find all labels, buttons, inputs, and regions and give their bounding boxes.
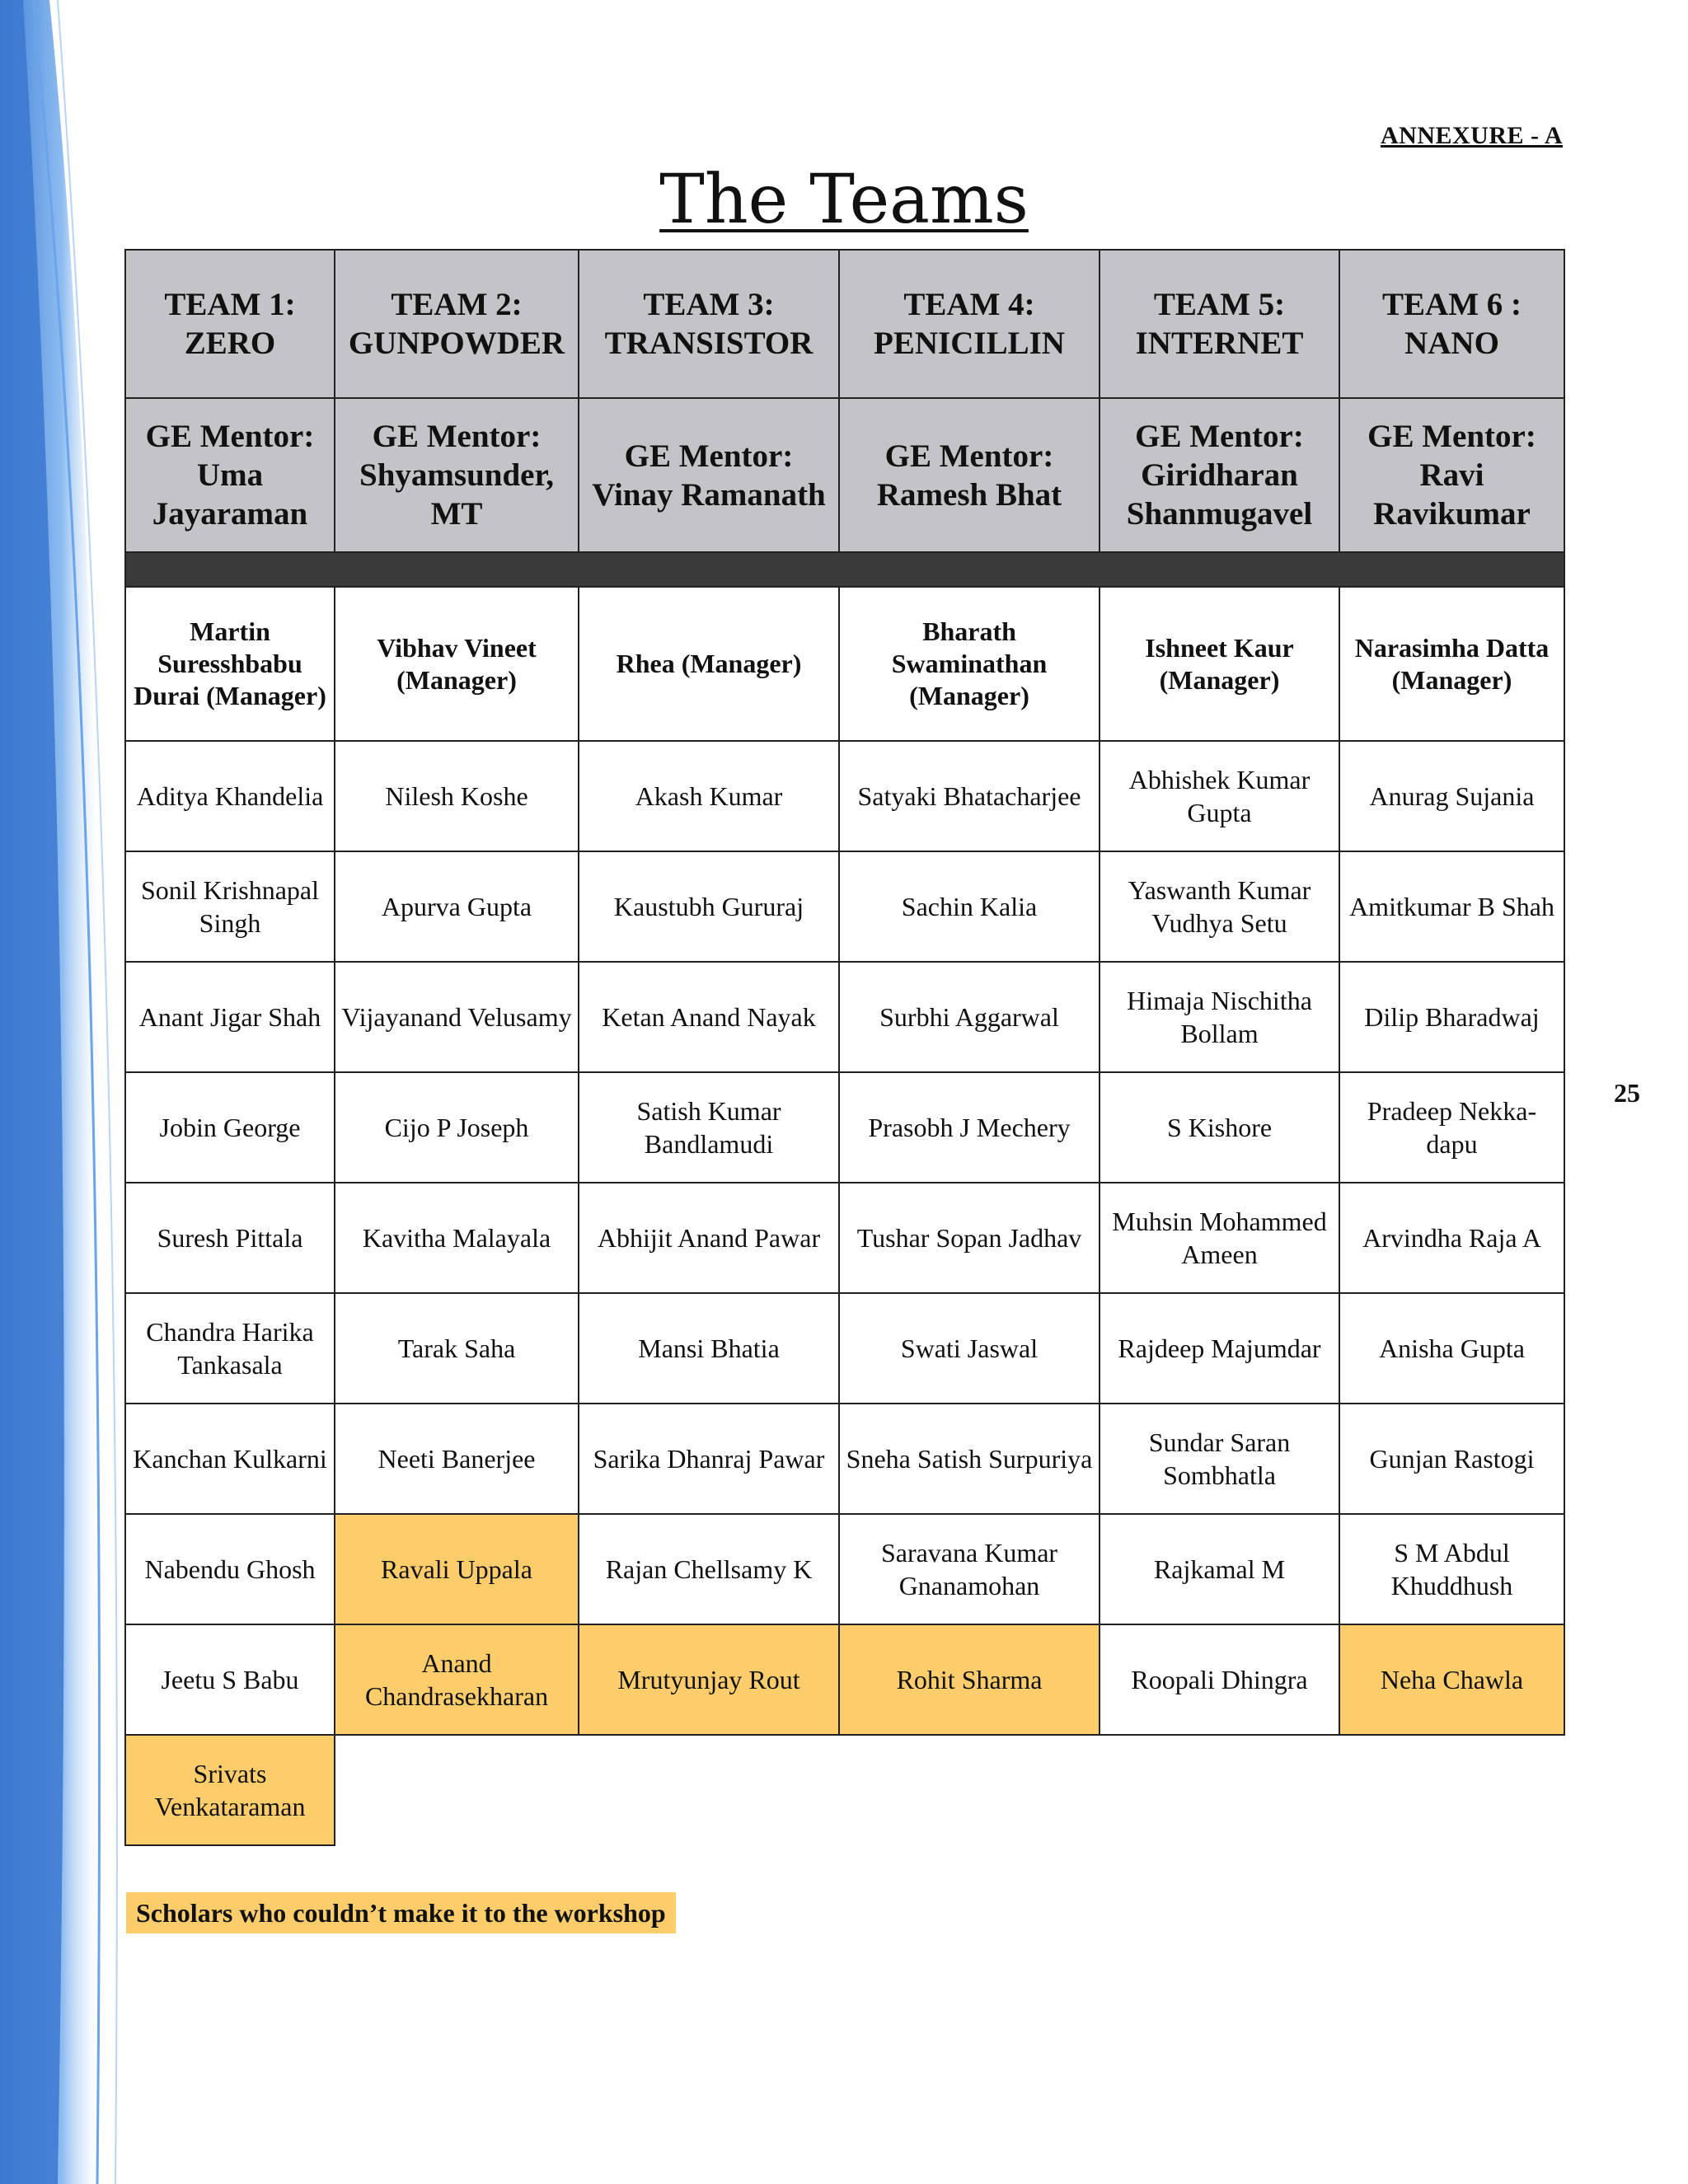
member-cell: Saravana Kumar Gnanamohan xyxy=(839,1514,1100,1624)
member-cell: Pradeep Nekka-dapu xyxy=(1339,1072,1564,1183)
team-name: TEAM 5: INTERNET xyxy=(1100,250,1339,398)
member-cell: Abhishek Kumar Gupta xyxy=(1100,741,1339,851)
member-cell: Gunjan Rastogi xyxy=(1339,1404,1564,1514)
table-row xyxy=(125,1404,1564,1514)
member-cell: Roopali Dhingra xyxy=(1100,1624,1339,1735)
member-cell: Kaustubh Gururaj xyxy=(579,851,839,962)
decorative-blue-swoosh xyxy=(0,0,132,2184)
member-cell: Abhijit Anand Pawar xyxy=(579,1183,839,1293)
team-mentor: GE Mentor: Ramesh Bhat xyxy=(839,398,1100,552)
team-name: TEAM 4: PENICILLIN xyxy=(839,250,1100,398)
table-row xyxy=(125,741,1564,851)
team-mentor: GE Mentor: Vinay Ramanath xyxy=(579,398,839,552)
member-cell: Amitkumar B Shah xyxy=(1339,851,1564,962)
teams-table xyxy=(124,249,1565,1846)
member-cell: Kavitha Malayala xyxy=(335,1183,579,1293)
member-cell: Jobin George xyxy=(125,1072,335,1183)
annexure-label: ANNEXURE - A xyxy=(1380,122,1563,149)
member-cell: Suresh Pittala xyxy=(125,1183,335,1293)
member-cell: Anurag Sujania xyxy=(1339,741,1564,851)
member-cell: Cijo P Joseph xyxy=(335,1072,579,1183)
member-cell: Himaja Nischitha Bollam xyxy=(1100,962,1339,1072)
member-cell: Sarika Dhanraj Pawar xyxy=(579,1404,839,1514)
member-cell-absent: Anand Chandrasekharan xyxy=(335,1624,579,1735)
member-cell: Neeti Banerjee xyxy=(335,1404,579,1514)
table-row xyxy=(125,1514,1564,1624)
team-manager: Vibhav Vineet (Manager) xyxy=(335,587,579,741)
member-cell: Rajkamal M xyxy=(1100,1514,1339,1624)
table-row xyxy=(125,851,1564,962)
member-cell: Jeetu S Babu xyxy=(125,1624,335,1735)
managers-row xyxy=(125,587,1564,741)
table-row xyxy=(125,1293,1564,1404)
team-name: TEAM 3: TRANSISTOR xyxy=(579,250,839,398)
separator-bar xyxy=(125,552,1564,587)
separator-row xyxy=(125,552,1564,587)
member-cell: Prasobh J Mechery xyxy=(839,1072,1100,1183)
team-name: TEAM 1: ZERO xyxy=(125,250,335,398)
member-cell: Mansi Bhatia xyxy=(579,1293,839,1404)
page-title: The Teams xyxy=(659,161,1029,239)
member-cell-absent: Ravali Uppala xyxy=(335,1514,579,1624)
member-cell: Sonil Krishnapal Singh xyxy=(125,851,335,962)
member-cell: Sneha Satish Surpuriya xyxy=(839,1404,1100,1514)
member-cell: Apurva Gupta xyxy=(335,851,579,962)
member-cell: Sachin Kalia xyxy=(839,851,1100,962)
table-row xyxy=(125,1183,1564,1293)
member-cell: Swati Jaswal xyxy=(839,1293,1100,1404)
table-row xyxy=(125,962,1564,1072)
member-cell: Kanchan Kulkarni xyxy=(125,1404,335,1514)
member-cell: Rajan Chellsamy K xyxy=(579,1514,839,1624)
member-cell-absent: Neha Chawla xyxy=(1339,1624,1564,1735)
legend-absent-scholars: Scholars who couldn’t make it to the workshop xyxy=(126,1892,676,1933)
member-cell: Sundar Saran Sombhatla xyxy=(1100,1404,1339,1514)
team-manager: Rhea (Manager) xyxy=(579,587,839,741)
empty-space xyxy=(335,1735,1564,1845)
member-cell: Rajdeep Majumdar xyxy=(1100,1293,1339,1404)
member-cell: Vijayanand Velusamy xyxy=(335,962,579,1072)
member-cell: Anant Jigar Shah xyxy=(125,962,335,1072)
member-cell: Aditya Khandelia xyxy=(125,741,335,851)
team-manager: Bharath Swaminathan (Manager) xyxy=(839,587,1100,741)
team-mentor: GE Mentor: Uma Jayaraman xyxy=(125,398,335,552)
member-cell: S Kishore xyxy=(1100,1072,1339,1183)
member-cell: Yaswanth Kumar Vudhya Setu xyxy=(1100,851,1339,962)
mentors-row xyxy=(125,398,1564,552)
member-cell: Tarak Saha xyxy=(335,1293,579,1404)
team-names-row xyxy=(125,250,1564,398)
team-name: TEAM 6 : NANO xyxy=(1339,250,1564,398)
member-cell: Surbhi Aggarwal xyxy=(839,962,1100,1072)
member-cell: Chandra Harika Tankasala xyxy=(125,1293,335,1404)
team-mentor: GE Mentor: Giridharan Shanmugavel xyxy=(1100,398,1339,552)
member-cell: Arvindha Raja A xyxy=(1339,1183,1564,1293)
member-cell-absent: Srivats Venkataraman xyxy=(125,1735,335,1845)
team-manager: Ishneet Kaur (Manager) xyxy=(1100,587,1339,741)
member-cell: Ketan Anand Nayak xyxy=(579,962,839,1072)
team-name: TEAM 2: GUNPOWDER xyxy=(335,250,579,398)
member-cell: Nilesh Koshe xyxy=(335,741,579,851)
member-cell: Tushar Sopan Jadhav xyxy=(839,1183,1100,1293)
member-cell: Satyaki Bhatacharjee xyxy=(839,741,1100,851)
member-cell: S M Abdul Khuddhush xyxy=(1339,1514,1564,1624)
member-cell: Muhsin Mohammed Ameen xyxy=(1100,1183,1339,1293)
team-mentor: GE Mentor: Shyamsunder, MT xyxy=(335,398,579,552)
team-manager: Martin Suresshbabu Durai (Manager) xyxy=(125,587,335,741)
member-cell-absent: Mrutyunjay Rout xyxy=(579,1624,839,1735)
member-cell: Dilip Bharadwaj xyxy=(1339,962,1564,1072)
team-mentor: GE Mentor: Ravi Ravikumar xyxy=(1339,398,1564,552)
table-row xyxy=(125,1072,1564,1183)
table-row xyxy=(125,1624,1564,1735)
member-cell: Nabendu Ghosh xyxy=(125,1514,335,1624)
member-cell-absent: Rohit Sharma xyxy=(839,1624,1100,1735)
member-cell: Anisha Gupta xyxy=(1339,1293,1564,1404)
member-cell: Akash Kumar xyxy=(579,741,839,851)
table-row xyxy=(125,1735,1564,1845)
member-cell: Satish Kumar Bandlamudi xyxy=(579,1072,839,1183)
team-manager: Narasimha Datta (Manager) xyxy=(1339,587,1564,741)
page-number: 25 xyxy=(1614,1078,1640,1108)
